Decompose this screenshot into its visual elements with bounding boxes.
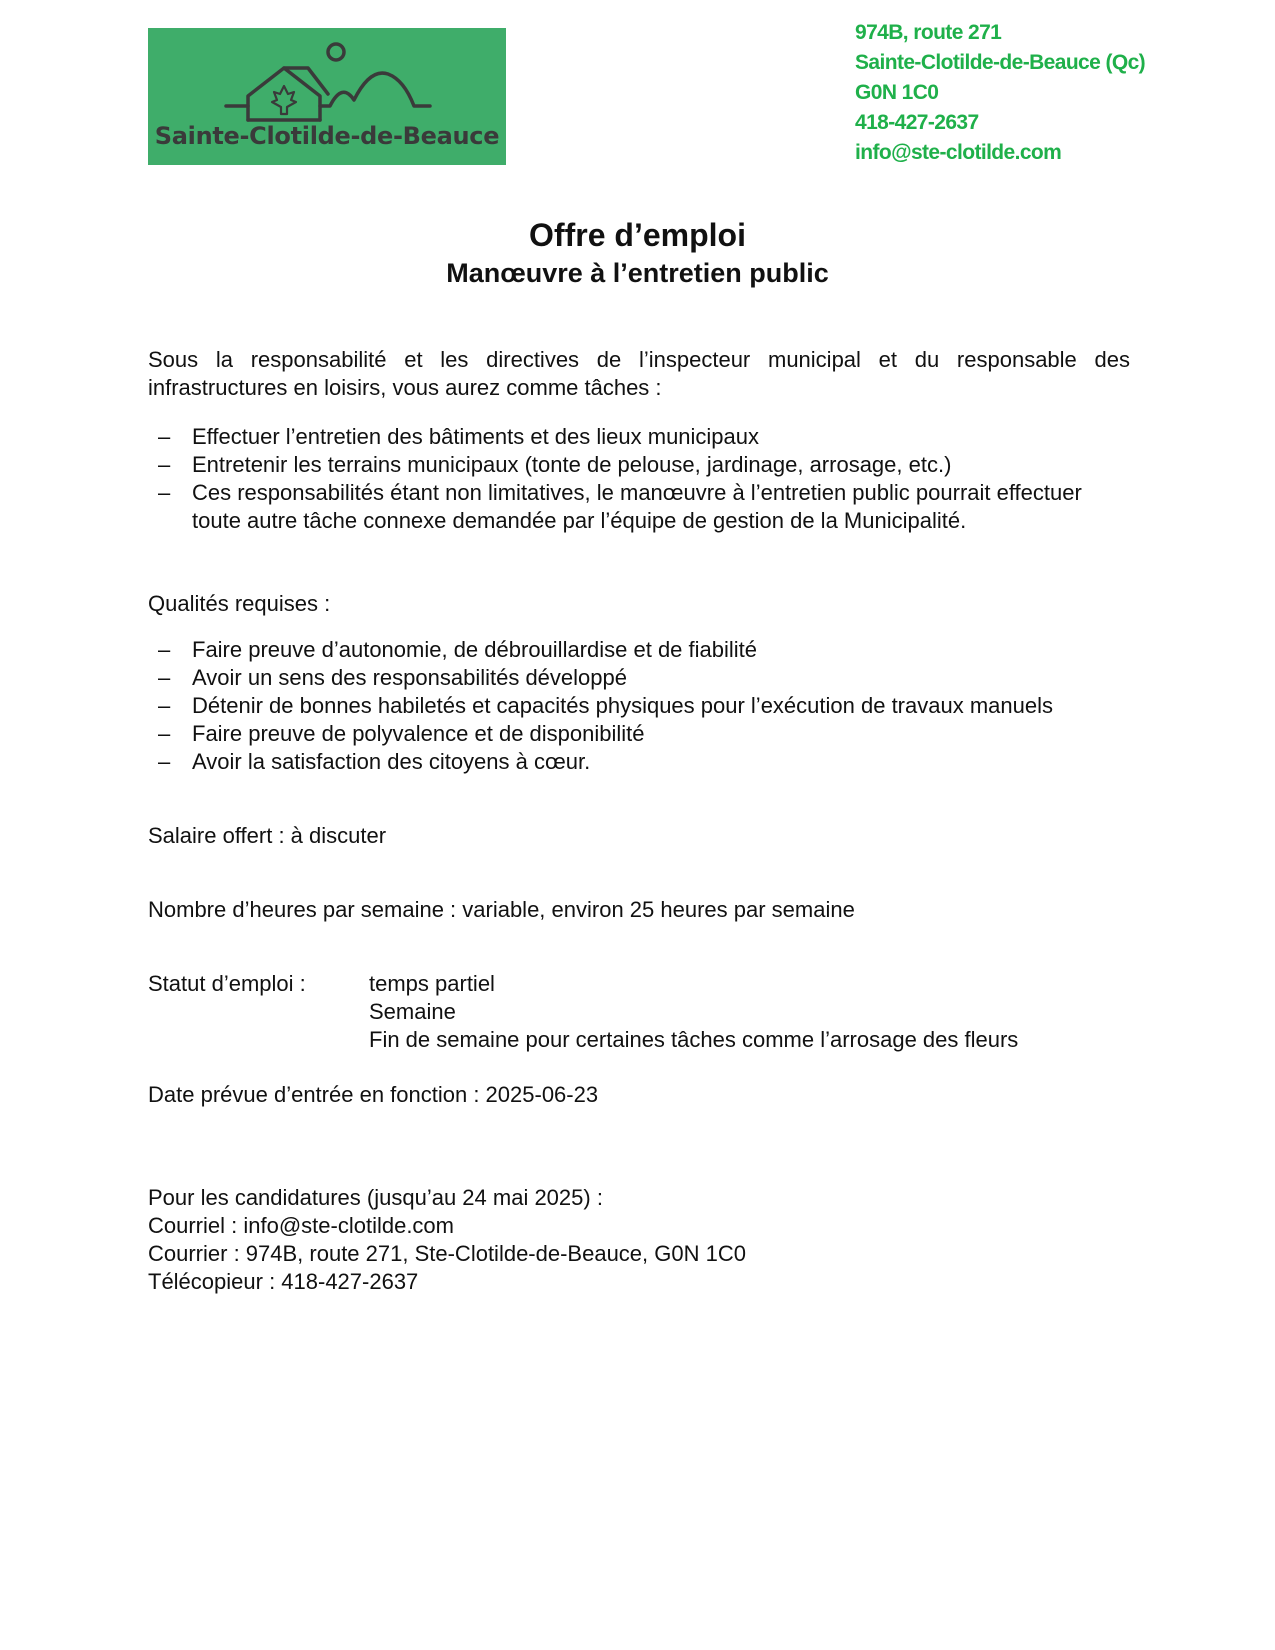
quality-text: Avoir la satisfaction des citoyens à cœur.: [192, 749, 591, 774]
address-city: Sainte-Clotilde-de-Beauce (Qc): [855, 51, 1146, 74]
address-phone: 418-427-2637: [855, 111, 979, 134]
dash-bullet-icon: –: [158, 637, 171, 662]
intro-paragraph: Sous la responsabilité et les directives de l’inspecteur municipal et du responsable des infrastructures en loisirs, vous aurez comme tâches :: [148, 347, 1130, 400]
salary-line: Salaire offert : à discuter: [148, 823, 387, 848]
logo-text: Sainte-Clotilde-de-Beauce: [154, 122, 500, 150]
status-value: Fin de semaine pour certaines tâches comme l’arrosage des fleurs: [369, 1027, 1019, 1052]
application-email[interactable]: Courriel : info@ste-clotilde.com: [148, 1213, 454, 1238]
address-postal-code: G0N 1C0: [855, 81, 939, 104]
list-item: [148, 636, 1130, 664]
list-item: [148, 451, 1130, 479]
quality-text: Faire preuve d’autonomie, de débrouillardise et de fiabilité: [192, 637, 758, 662]
qualities-heading: Qualités requises :: [148, 591, 331, 616]
task-list: [148, 423, 1130, 535]
hours-line: Nombre d’heures par semaine : variable, environ 25 heures par semaine: [148, 897, 855, 922]
list-item: [148, 748, 1130, 776]
quality-text: Avoir un sens des responsabilités développé: [192, 665, 627, 690]
address-email[interactable]: info@ste-clotilde.com: [855, 141, 1062, 164]
application-heading: Pour les candidatures (jusqu’au 24 mai 2025) :: [148, 1185, 603, 1210]
list-item: [148, 664, 1130, 692]
application-block: [148, 1184, 1130, 1296]
dash-bullet-icon: –: [158, 749, 171, 774]
dash-bullet-icon: –: [158, 721, 171, 746]
task-text: Entretenir les terrains municipaux (tonte de pelouse, jardinage, arrosage, etc.): [192, 452, 952, 477]
dash-bullet-icon: –: [158, 665, 171, 690]
application-mail-address: Courrier : 974B, route 271, Ste-Clotilde-de-Beauce, G0N 1C0: [148, 1241, 746, 1266]
task-text: Ces responsabilités étant non limitatives, le manœuvre à l’entretien public pourrait effectuer toute autre tâche connexe demandée par l’équipe de gestion de la Municipalité.: [192, 480, 1082, 533]
job-title: Manœuvre à l’entretien public: [446, 258, 829, 288]
quality-text: Détenir de bonnes habiletés et capacités physiques pour l’exécution de travaux manuels: [192, 693, 1053, 718]
municipality-logo: [148, 28, 506, 165]
status-label: Statut d’emploi :: [148, 971, 306, 996]
status-values: [369, 970, 1018, 1054]
start-date-line: Date prévue d’entrée en fonction : 2025-06-23: [148, 1082, 599, 1107]
task-text: Effectuer l’entretien des bâtiments et des lieux municipaux: [192, 424, 760, 449]
status-value: temps partiel: [369, 971, 495, 996]
list-item: [148, 692, 1130, 720]
address-street: 974B, route 271: [855, 21, 1002, 44]
dash-bullet-icon: –: [158, 452, 171, 477]
status-value: Semaine: [369, 999, 456, 1024]
application-fax: Télécopieur : 418-427-2637: [148, 1269, 419, 1294]
page-title: Offre d’emploi: [529, 217, 746, 253]
quality-text: Faire preuve de polyvalence et de disponibilité: [192, 721, 645, 746]
list-item: [148, 423, 1130, 451]
qualities-list: [148, 636, 1130, 776]
contact-address-block: [855, 18, 1145, 168]
list-item: [148, 720, 1130, 748]
dash-bullet-icon: –: [158, 424, 171, 449]
list-item: [148, 479, 1130, 535]
dash-bullet-icon: –: [158, 693, 171, 718]
dash-bullet-icon: –: [158, 480, 171, 505]
